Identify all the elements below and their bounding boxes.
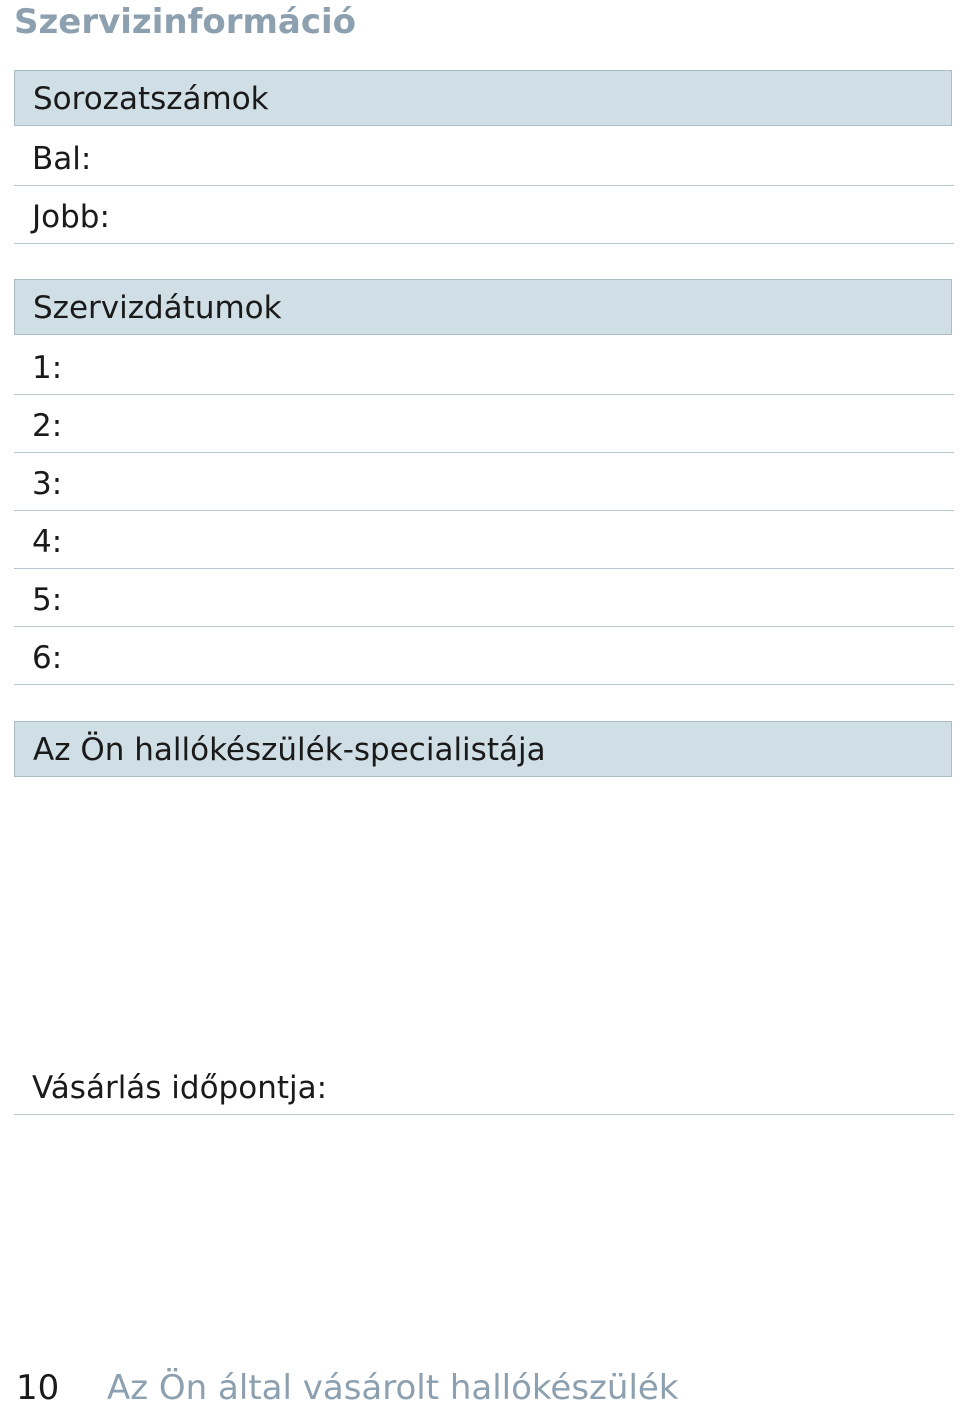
service-date-6-field[interactable] (14, 627, 954, 685)
service-date-3-label: 3: (32, 466, 63, 502)
service-date-2-field[interactable] (14, 395, 954, 453)
serial-right-field[interactable] (14, 186, 954, 244)
specialist-header-label: Az Ön hallókészülék-specialistája (33, 732, 546, 768)
service-date-4-label: 4: (32, 524, 63, 560)
serial-numbers-header-label: Sorozatszámok (33, 81, 269, 117)
service-dates-header-label: Szervizdátumok (33, 290, 282, 326)
service-date-4-field[interactable] (14, 511, 954, 569)
service-date-1-label: 1: (32, 350, 63, 386)
service-date-6-label: 6: (32, 640, 63, 676)
specialist-header (14, 721, 952, 777)
purchase-date-label: Vásárlás időpontja: (32, 1070, 328, 1106)
page-number: 10 (16, 1368, 60, 1408)
serial-right-label: Jobb: (32, 199, 110, 235)
service-date-5-label: 5: (32, 582, 63, 618)
running-title: Az Ön által vásárolt hallókészülék (107, 1368, 679, 1408)
purchase-date-field[interactable] (14, 1057, 954, 1115)
service-date-3-field[interactable] (14, 453, 954, 511)
serial-left-label: Bal: (32, 141, 92, 177)
serial-numbers-header (14, 70, 952, 126)
service-date-2-label: 2: (32, 408, 63, 444)
service-date-5-field[interactable] (14, 569, 954, 627)
service-dates-header (14, 279, 952, 335)
serial-left-field[interactable] (14, 128, 954, 186)
service-date-1-field[interactable] (14, 337, 954, 395)
page-footer (0, 1362, 960, 1414)
page-title: Szervizinformáció (14, 2, 357, 42)
